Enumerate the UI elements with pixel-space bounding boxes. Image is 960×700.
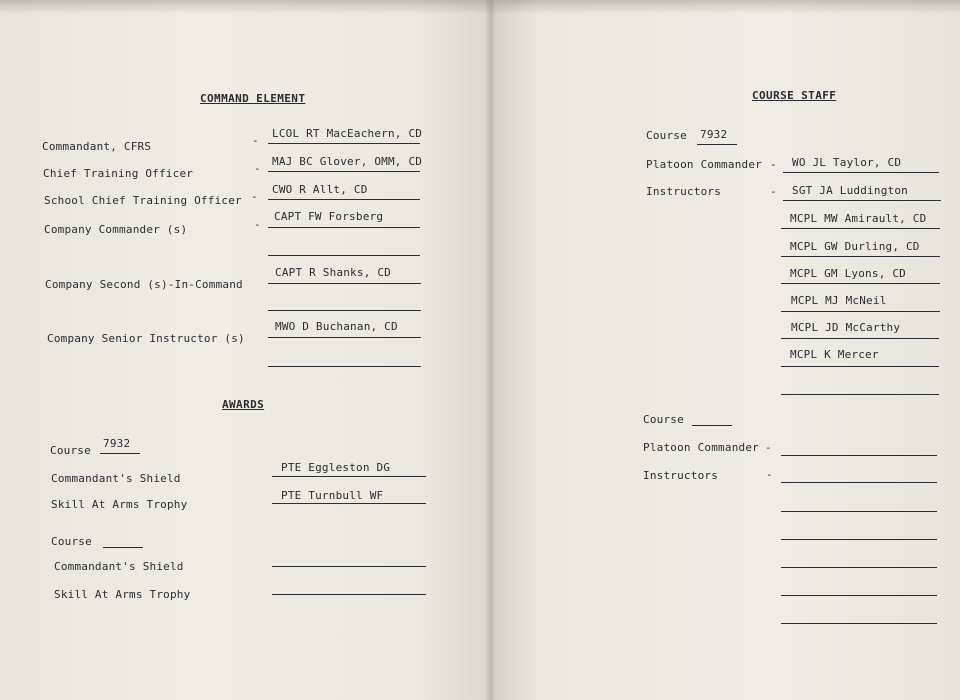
- top-edge-shadow: [0, 0, 960, 14]
- staff-course-number: 7932: [700, 128, 728, 141]
- award-course2-label: Course: [51, 535, 92, 548]
- command-element-heading: COMMAND ELEMENT: [200, 92, 306, 105]
- fill-line: [781, 623, 937, 624]
- fill-line: [781, 311, 940, 312]
- dash: -: [254, 218, 261, 231]
- fill-line: [781, 595, 937, 596]
- instructor-name: MCPL K Mercer: [790, 348, 879, 361]
- command-label-school-chief: School Chief Training Officer: [44, 194, 242, 207]
- instructor-name: SGT JA Luddington: [792, 184, 908, 197]
- award-course-label: Course: [50, 444, 91, 457]
- staff-instructors2-label: Instructors: [643, 469, 719, 482]
- fill-line: [103, 547, 143, 548]
- fill-line: [781, 567, 937, 568]
- course-staff-heading: COURSE STAFF: [752, 89, 837, 102]
- dash: -: [766, 468, 773, 481]
- fill-line: [781, 256, 940, 257]
- command-value-chief-training: MAJ BC Glover, OMM, CD: [272, 155, 423, 168]
- award-shield-label: Commandant's Shield: [51, 472, 181, 485]
- fill-line: [697, 144, 737, 145]
- staff-course-label: Course: [646, 129, 687, 142]
- fill-line: [268, 310, 421, 311]
- command-value-company-second: CAPT R Shanks, CD: [275, 266, 391, 279]
- command-value-commandant: LCOL RT MacEachern, CD: [272, 127, 423, 140]
- dash: -: [254, 162, 261, 175]
- staff-platoon-label: Platoon Commander: [646, 158, 762, 171]
- fill-line: [268, 255, 420, 256]
- fill-line: [272, 566, 426, 567]
- command-value-company-commander: CAPT FW Forsberg: [274, 210, 384, 223]
- fill-line: [781, 228, 940, 229]
- fill-line: [781, 511, 937, 512]
- dash: -: [252, 134, 259, 147]
- instructor-name: MCPL MJ McNeil: [791, 294, 887, 307]
- fill-line: [781, 455, 937, 456]
- fill-line: [692, 425, 732, 426]
- fill-line: [781, 338, 939, 339]
- fill-line: [781, 394, 939, 395]
- fill-line: [100, 453, 140, 454]
- award-course-number: 7932: [103, 437, 131, 450]
- award-trophy2-label: Skill At Arms Trophy: [54, 588, 191, 601]
- fill-line: [781, 482, 937, 483]
- staff-instructors-label: Instructors: [646, 185, 722, 198]
- awards-heading: AWARDS: [222, 398, 265, 411]
- award-shield2-label: Commandant's Shield: [54, 560, 184, 573]
- staff-platoon-commander: WO JL Taylor, CD: [792, 156, 902, 169]
- instructor-name: MCPL MW Amirault, CD: [790, 212, 927, 225]
- fill-line: [268, 199, 420, 200]
- fill-line: [781, 539, 937, 540]
- fill-line: [783, 172, 939, 173]
- command-label-company-second: Company Second (s)-In-Command: [45, 278, 243, 291]
- award-trophy-label: Skill At Arms Trophy: [51, 498, 188, 511]
- fill-line: [781, 283, 940, 284]
- fill-line: [781, 366, 939, 367]
- fill-line: [272, 476, 426, 477]
- command-label-senior-instructor: Company Senior Instructor (s): [47, 332, 245, 345]
- fill-line: [783, 200, 941, 201]
- command-value-school-chief: CWO R Allt, CD: [272, 183, 368, 196]
- command-value-senior-instructor: MWO D Buchanan, CD: [275, 320, 398, 333]
- fill-line: [268, 283, 421, 284]
- dash: -: [770, 185, 777, 198]
- award-shield-winner: PTE Eggleston DG: [281, 461, 391, 474]
- fill-line: [272, 503, 426, 504]
- instructor-name: MCPL JD McCarthy: [791, 321, 901, 334]
- fill-line: [272, 594, 426, 595]
- dash: -: [770, 158, 777, 171]
- command-label-chief-training: Chief Training Officer: [43, 167, 194, 180]
- fill-line: [268, 171, 420, 172]
- fill-line: [268, 227, 420, 228]
- staff-platoon2-label: Platoon Commander: [643, 441, 759, 454]
- command-label-commandant: Commandant, CFRS: [42, 140, 152, 153]
- fill-line: [268, 366, 421, 367]
- instructor-name: MCPL GW Durling, CD: [790, 240, 920, 253]
- award-trophy-winner: PTE Turnbull WF: [281, 489, 384, 502]
- instructor-name: MCPL GM Lyons, CD: [790, 267, 906, 280]
- dash: -: [765, 441, 772, 454]
- fill-line: [268, 337, 421, 338]
- dash: -: [251, 190, 258, 203]
- command-label-company-commander: Company Commander (s): [44, 223, 188, 236]
- staff-course2-label: Course: [643, 413, 684, 426]
- fill-line: [268, 143, 420, 144]
- book-spine: [486, 0, 496, 700]
